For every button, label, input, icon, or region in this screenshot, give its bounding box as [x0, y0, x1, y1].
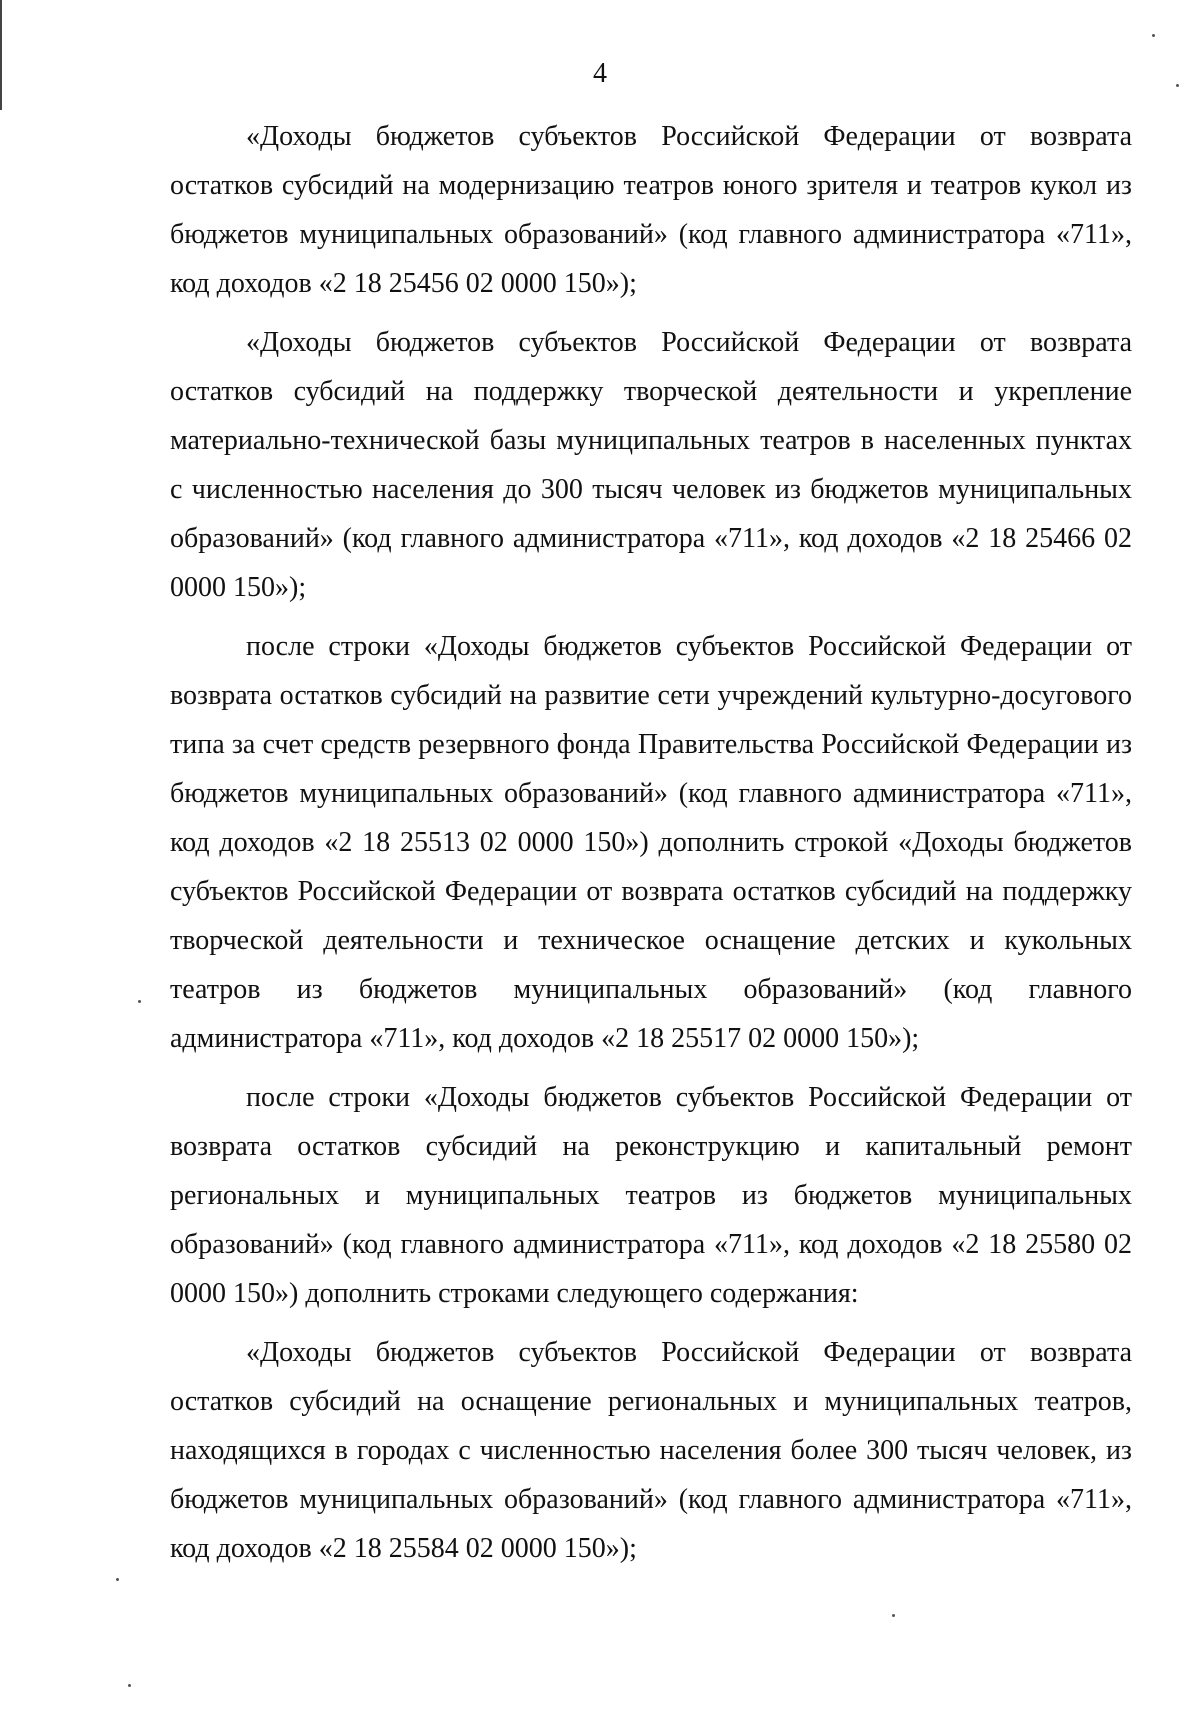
page-number: 4 [593, 58, 607, 89]
scan-speck [116, 1578, 119, 1581]
paragraph-2: «Доходы бюджетов субъектов Российской Федерации от возврата остатков субсидий на поддержку творческой деятельности и укрепление материально-технической базы муниципальных театров в населенных пунктах с численностью населения до 300 тысяч человек из бюджетов муниципальных образований» (код главного администратора «711», код доходов «2 18 25466 02 0000 150»); [170, 327, 1132, 603]
document-body [170, 112, 1132, 1583]
scan-speck [128, 1684, 131, 1687]
scan-speck [1152, 34, 1155, 37]
paragraph-3: после строки «Доходы бюджетов субъектов Российской Федерации от возврата остатков субсидий на развитие сети учреждений культурно-досугового типа за счет средств резервного фонда Правительства Российской Федерации из бюджетов муниципальных образований» (код главного администратора «711», код доходов «2 18 25513 02 0000 150») дополнить строкой «Доходы бюджетов субъектов Российской Федерации от возврата остатков субсидий на поддержку творческой деятельности и техническое оснащение детских и кукольных театров из бюджетов муниципальных образований» (код главного администратора «711», код доходов «2 18 25517 02 0000 150»); [170, 631, 1132, 1054]
paragraph-5: «Доходы бюджетов субъектов Российской Федерации от возврата остатков субсидий на оснащение региональных и муниципальных театров, находящихся в городах с численностью населения более 300 тысяч человек, из бюджетов муниципальных образований» (код главного администратора «711», код доходов «2 18 25584 02 0000 150»); [170, 1337, 1132, 1564]
scan-speck [1176, 84, 1179, 87]
scan-edge-line [0, 0, 2, 110]
scan-speck [892, 1614, 895, 1617]
scan-speck [138, 1000, 141, 1003]
paragraph-4: после строки «Доходы бюджетов субъектов Российской Федерации от возврата остатков субсидий на реконструкцию и капитальный ремонт региональных и муниципальных театров из бюджетов муниципальных образований» (код главного администратора «711», код доходов «2 18 25580 02 0000 150») дополнить строками следующего содержания: [170, 1082, 1132, 1309]
paragraph-1: «Доходы бюджетов субъектов Российской Федерации от возврата остатков субсидий на модернизацию театров юного зрителя и театров кукол из бюджетов муниципальных образований» (код главного администратора «711», код доходов «2 18 25456 02 0000 150»); [170, 121, 1132, 299]
